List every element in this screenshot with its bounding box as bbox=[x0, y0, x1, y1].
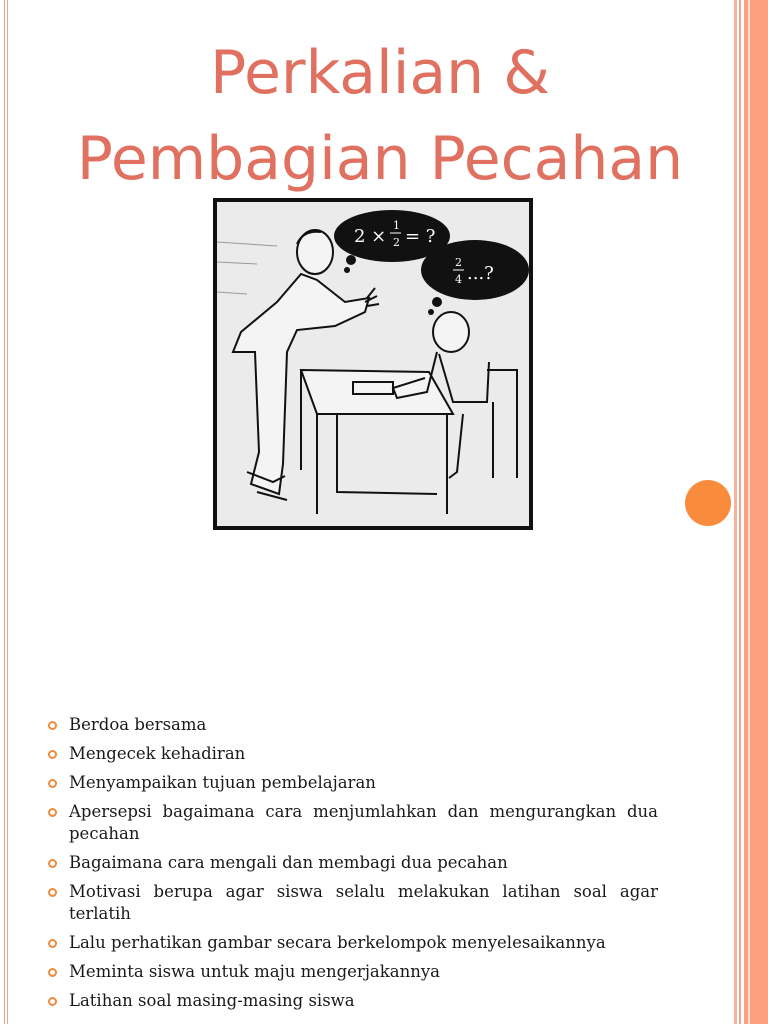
classroom-illustration bbox=[213, 198, 533, 530]
left-border-decoration bbox=[0, 0, 8, 1024]
bullet-circle-icon bbox=[48, 779, 57, 788]
bullet-circle-icon bbox=[48, 808, 57, 817]
title-line-1: Perkalian & bbox=[209, 38, 551, 108]
bubble2-right: ...? bbox=[467, 263, 494, 284]
bullet-circle-icon bbox=[48, 721, 57, 730]
bullet-item: Lalu perhatikan gambar secara berkelompok menyelesaikannya bbox=[48, 932, 658, 954]
bubble2-num: 2 bbox=[455, 256, 462, 269]
bullet-item: Latihan soal masing-masing siswa bbox=[48, 990, 658, 1012]
bullet-circle-icon bbox=[48, 997, 57, 1006]
bubble1-left: 2 × bbox=[354, 226, 387, 247]
bubble2-den: 4 bbox=[455, 273, 462, 286]
bullet-circle-icon bbox=[48, 750, 57, 759]
title-line-2: Pembagian Pecahan bbox=[76, 124, 684, 194]
bullet-circle-icon bbox=[48, 888, 57, 897]
bullet-circle-icon bbox=[48, 859, 57, 868]
activity-bullet-list bbox=[48, 714, 658, 1019]
bubble1-right: = ? bbox=[405, 226, 436, 247]
bullet-item: Mengecek kehadiran bbox=[48, 743, 658, 765]
decorative-orange-dot bbox=[685, 480, 731, 526]
bullet-item: Bagaimana cara mengali dan membagi dua pecahan bbox=[48, 852, 658, 874]
bullet-circle-icon bbox=[48, 939, 57, 948]
bullet-item: Motivasi berupa agar siswa selalu melakukan latihan soal agar terlatih bbox=[48, 881, 658, 925]
bullet-item: Menyampaikan tujuan pembelajaran bbox=[48, 772, 658, 794]
slide-title bbox=[20, 30, 740, 202]
bullet-item: Apersepsi bagaimana cara menjumlahkan dan mengurangkan dua pecahan bbox=[48, 801, 658, 845]
bubble1-den: 2 bbox=[393, 236, 400, 249]
bubble1-num: 1 bbox=[393, 219, 400, 232]
illustration-drawing bbox=[217, 202, 529, 526]
bullet-item: Berdoa bersama bbox=[48, 714, 658, 736]
bullet-item: Meminta siswa untuk maju mengerjakannya bbox=[48, 961, 658, 983]
bullet-circle-icon bbox=[48, 968, 57, 977]
